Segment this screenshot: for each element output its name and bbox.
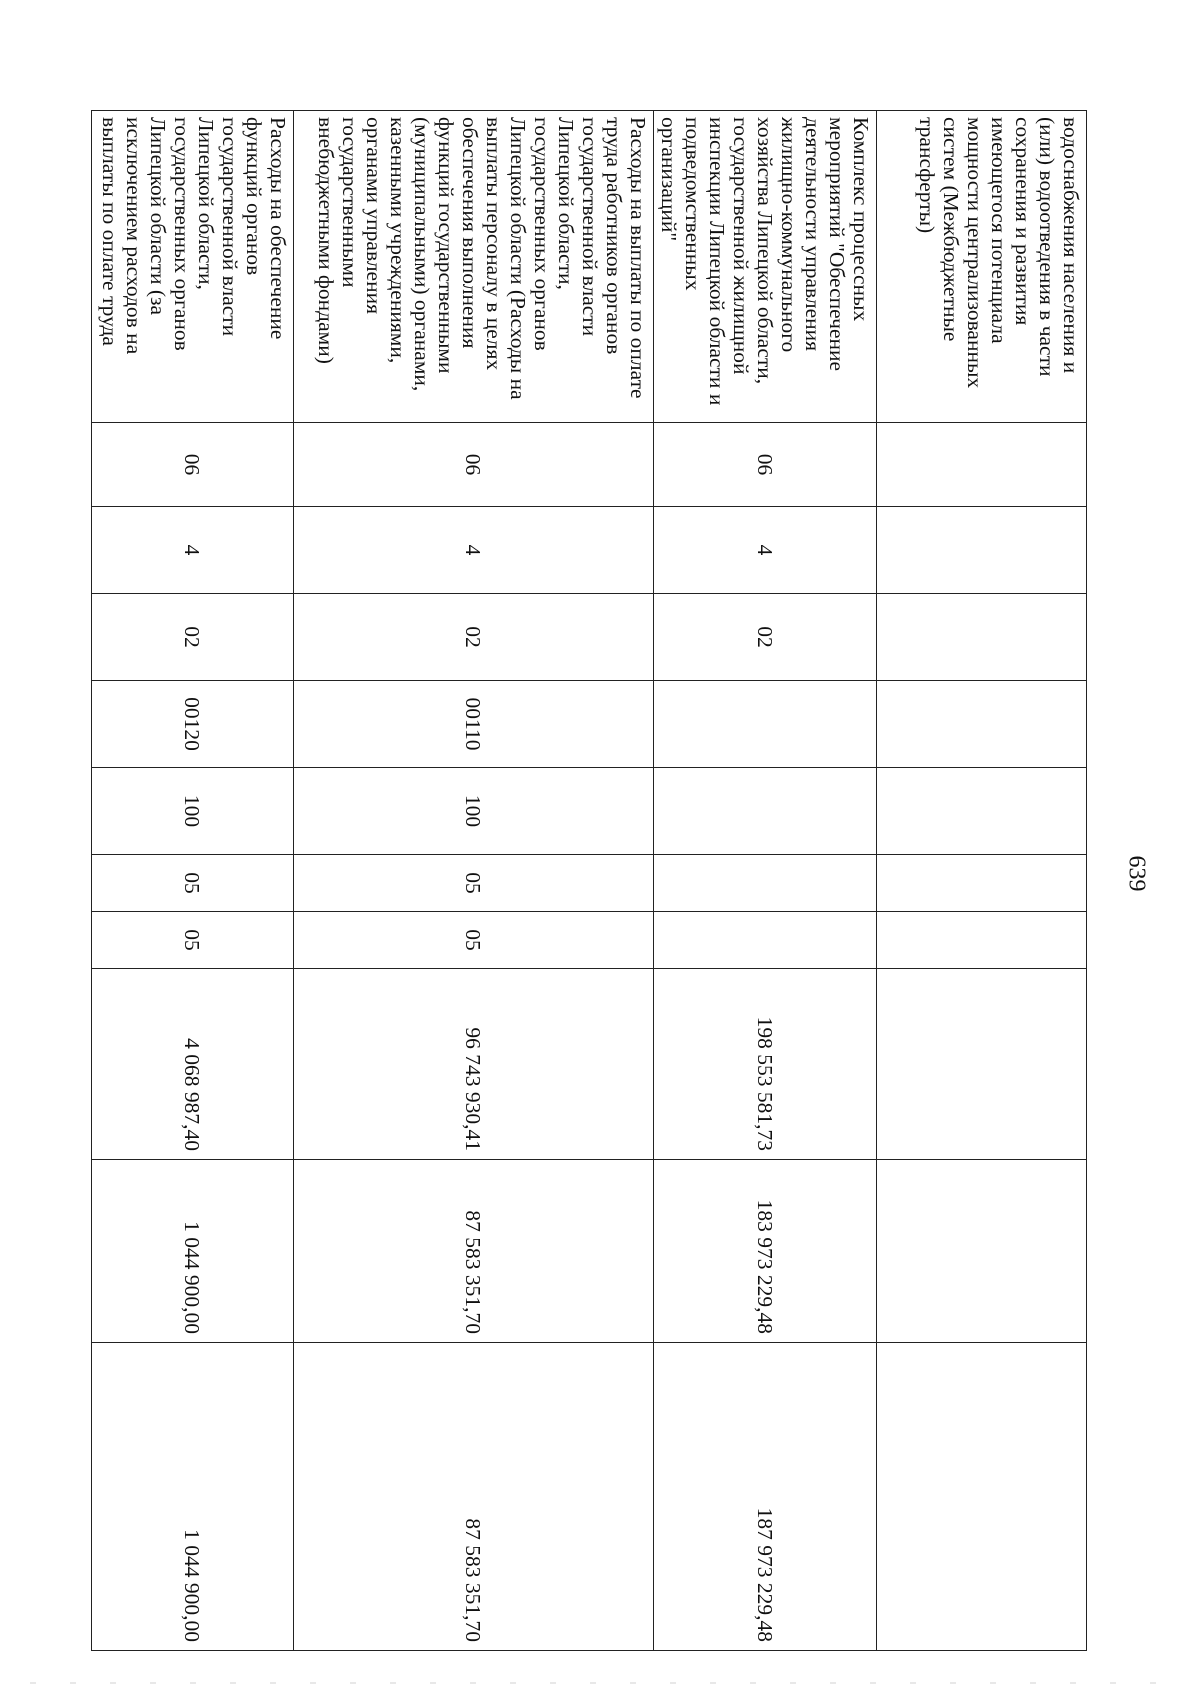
- table-row: [654, 111, 877, 1651]
- cell-amount-year3: [877, 1343, 1087, 1651]
- cell-amount-year2: 87 583 351,70: [294, 1160, 654, 1343]
- cell-amount-year2: [877, 1160, 1087, 1343]
- cell-section: 4: [294, 507, 654, 594]
- page-number: 639: [1123, 855, 1150, 892]
- cell-section: 4: [654, 507, 877, 594]
- cell-subsection: 02: [294, 594, 654, 681]
- cell-amount-year1: [877, 969, 1087, 1160]
- cell-section: [877, 507, 1087, 594]
- cell-razdel: 05: [294, 855, 654, 912]
- cell-podrazdel: [654, 912, 877, 969]
- cell-subsection: [877, 594, 1087, 681]
- cell-gov-code: [877, 423, 1087, 507]
- cell-subsection: 02: [92, 594, 294, 681]
- rotated-table-container: [98, 110, 1087, 1642]
- table-row: [92, 111, 294, 1651]
- cell-amount-year1: 96 743 930,41: [294, 969, 654, 1160]
- table-row: [877, 111, 1087, 1651]
- cell-amount-year1: 4 068 987,40: [92, 969, 294, 1160]
- scan-artifact-line: [30, 1682, 1170, 1684]
- cell-section: 4: [92, 507, 294, 594]
- cell-razdel: [654, 855, 877, 912]
- budget-table: [91, 110, 1087, 1651]
- cell-razdel: 05: [92, 855, 294, 912]
- cell-direction: [654, 681, 877, 768]
- cell-razdel: [877, 855, 1087, 912]
- cell-gov-code: 06: [654, 423, 877, 507]
- cell-direction: [877, 681, 1087, 768]
- cell-podrazdel: 05: [92, 912, 294, 969]
- cell-expense-type: 100: [92, 768, 294, 855]
- table-row: [294, 111, 654, 1651]
- cell-amount-year2: 183 973 229,48: [654, 1160, 877, 1343]
- cell-subsection: 02: [654, 594, 877, 681]
- cell-amount-year3: 87 583 351,70: [294, 1343, 654, 1651]
- cell-amount-year3: 1 044 900,00: [92, 1343, 294, 1651]
- cell-direction: 00120: [92, 681, 294, 768]
- cell-expense-type: [877, 768, 1087, 855]
- row-description: Расходы на выплаты по оплате труда работников органов государственной власти Липецкой области, государственных органов Липецкой области (Расходы на выплаты персоналу в целях обеспечения выполнения функций государственными (муниципальными) органами, казенными учреждениями, органами управления государственными внебюджетными фондами): [294, 111, 654, 423]
- cell-expense-type: [654, 768, 877, 855]
- cell-amount-year2: 1 044 900,00: [92, 1160, 294, 1343]
- cell-podrazdel: [877, 912, 1087, 969]
- row-description: Комплекс процессных мероприятий "Обеспечение деятельности управления жилищно-коммунального хозяйства Липецкой области, государственной жилищной инспекции Липецкой области и подведомственных организаций": [654, 111, 877, 423]
- cell-expense-type: 100: [294, 768, 654, 855]
- cell-gov-code: 06: [92, 423, 294, 507]
- cell-direction: 00110: [294, 681, 654, 768]
- row-description: Расходы на обеспечение функций органов государственной власти Липецкой области, государственных органов Липецкой области (за исключением расходов на выплаты по оплате труда: [92, 111, 294, 423]
- cell-amount-year1: 198 553 581,73: [654, 969, 877, 1160]
- cell-gov-code: 06: [294, 423, 654, 507]
- cell-amount-year3: 187 973 229,48: [654, 1343, 877, 1651]
- cell-podrazdel: 05: [294, 912, 654, 969]
- row-description: водоснабжения населения и (или) водоотведения в части сохранения и развития имеющегося потенциала мощности централизованных систем (Межбюджетные трансферты): [877, 111, 1087, 423]
